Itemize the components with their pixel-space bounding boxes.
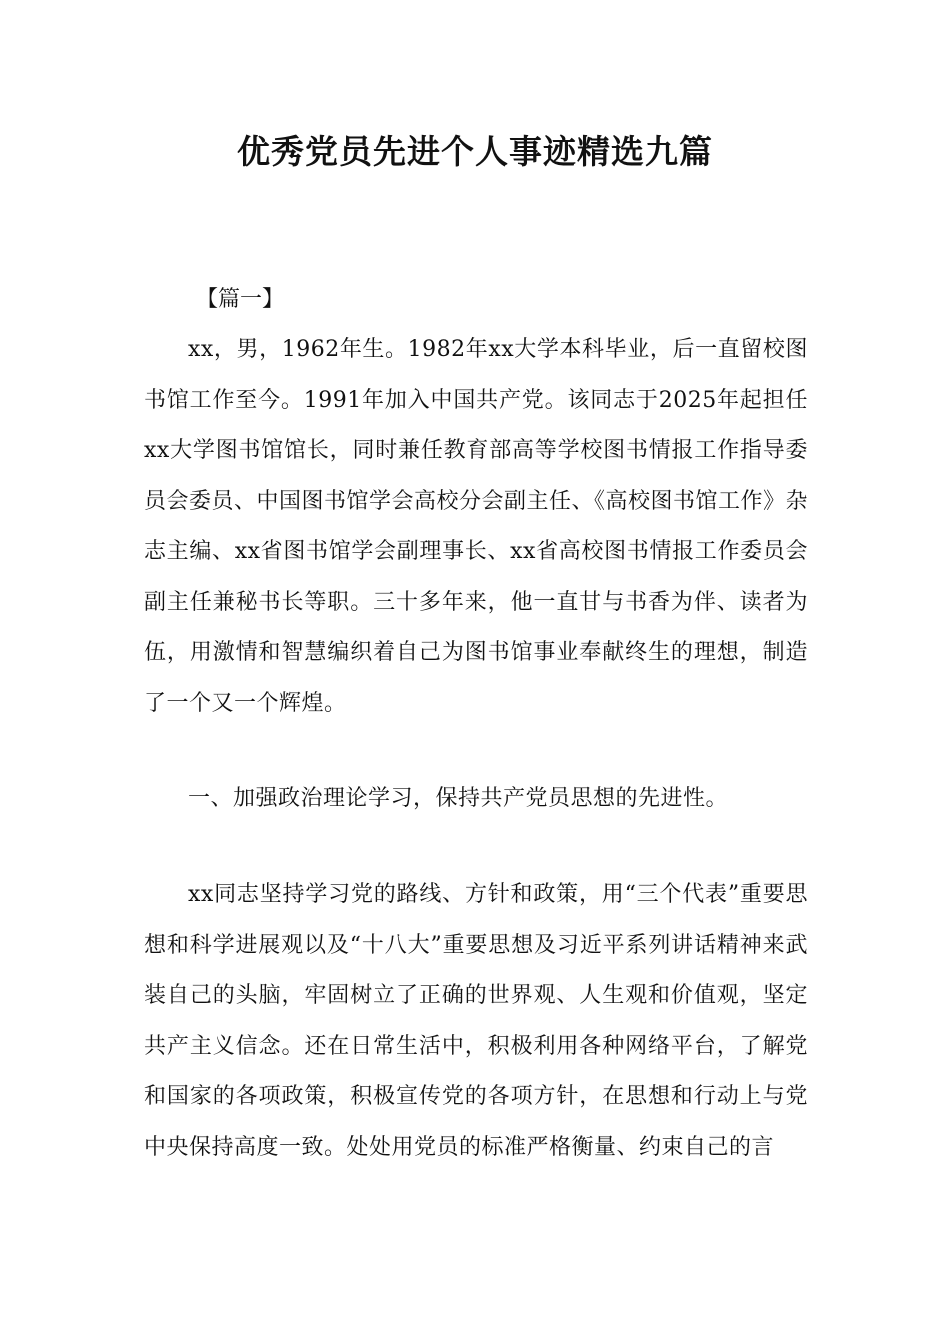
- paragraph-heading-political-study: 一、加强政治理论学习，保持共产党员思想的先进性。: [188, 786, 729, 811]
- paragraph-biography: xx，男，1962年生。1982年xx大学本科毕业，后一直留校图书馆工作至今。1991年加入中国共产党。该同志于2025年起担任xx大学图书馆馆长，同时兼任教育部高等学校图书情报工作指导委员会委员、中国图书馆学会高校分会副主任、《高校图书馆工作》杂志主编、xx省图书馆学会副理事长、xx省高校图书情报工作委员会副主任兼秘书长等职。三十多年来，他一直甘与书香为伴、读者为伍，用激情和智慧编织着自己为图书馆事业奉献终生的理想，制造了一个又一个辉煌。: [144, 337, 809, 716]
- section-label: 【篇一】: [196, 287, 285, 312]
- document-title: 优秀党员先进个人事迹精选九篇: [237, 132, 713, 171]
- paragraph-political-study: xx同志坚持学习党的路线、方针和政策，用“三个代表”重要思想和科学进展观以及“十八大”重要思想及习近平系列讲话精神来武装自己的头脑，牢固树立了正确的世界观、人生观和价值观，坚定共产主义信念。还在日常生活中，积极利用各种网络平台，了解党和国家的各项政策，积极宣传党的各项方针，在思想和行动上与党中央保持高度一致。处处用党员的标准严格衡量、约束自己的言: [144, 882, 808, 1160]
